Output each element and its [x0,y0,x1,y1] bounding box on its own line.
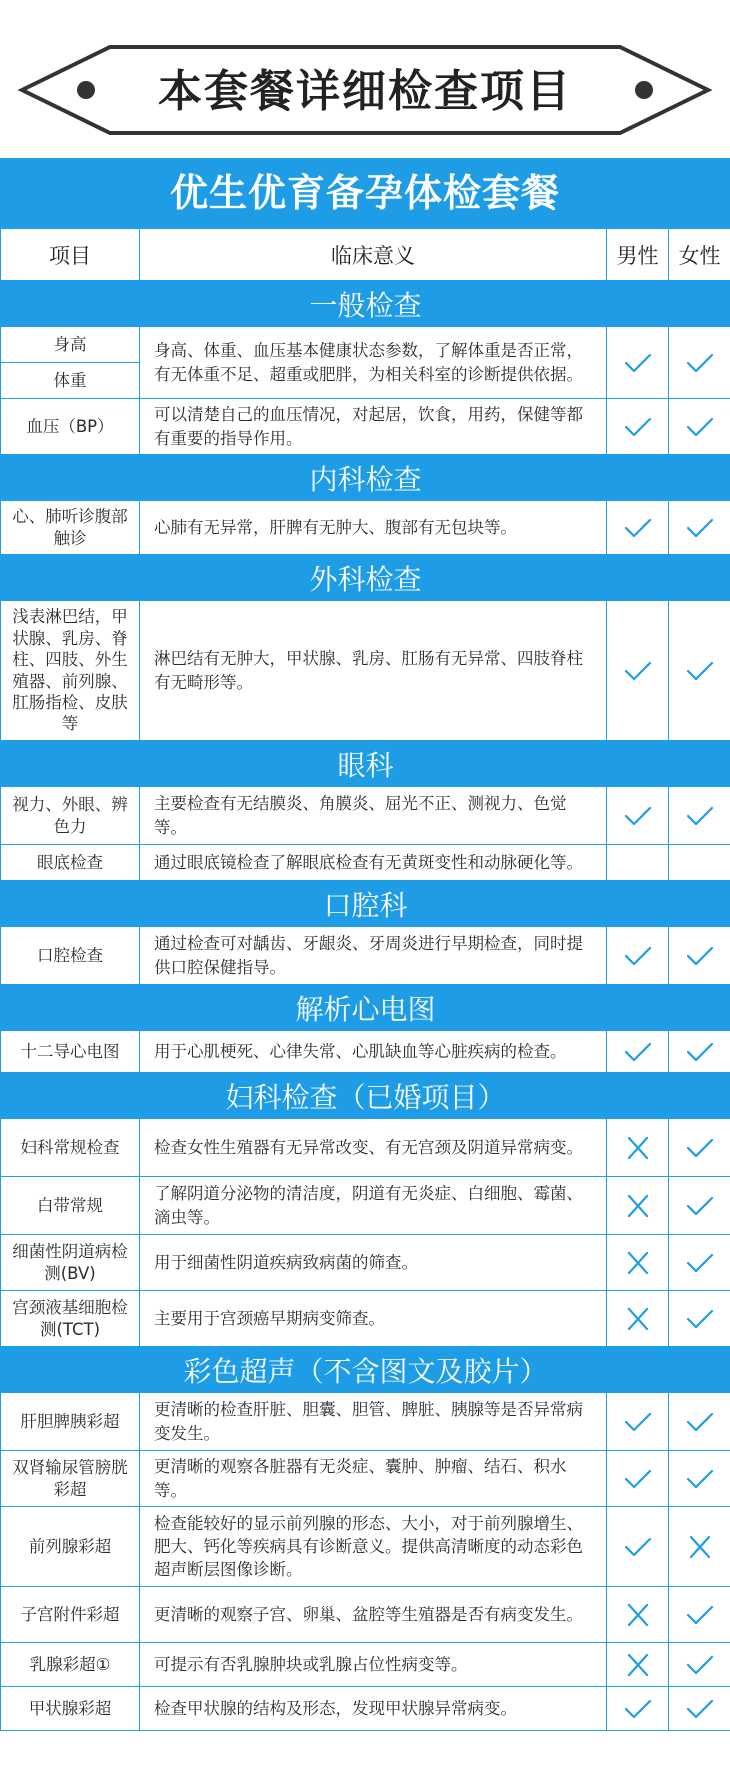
section-title: 口腔科 [1,881,730,927]
section-title: 外科检查 [1,555,730,601]
check-icon [685,1194,715,1218]
check-icon [623,1040,653,1064]
section-row [1,1347,730,1393]
table-row [1,1507,730,1587]
package-table [0,158,730,1731]
section-row [1,281,730,327]
section-title: 一般检查 [1,281,730,327]
female-applicability [669,1031,730,1073]
item-description: 更清晰的观察各脏器有无炎症、囊肿、肿瘤、结石、积水等。 [140,1451,607,1507]
cross-icon [623,1136,653,1160]
table-row [1,1291,730,1347]
female-applicability [669,501,730,555]
item-name: 体重 [1,363,140,399]
item-name: 甲状腺彩超 [1,1687,140,1731]
table-row [1,1235,730,1291]
check-icon [685,804,715,828]
female-applicability [669,601,730,741]
item-description: 通过检查可对龋齿、牙龈炎、牙周炎进行早期检查，同时提供口腔保健指导。 [140,927,607,985]
female-applicability [669,1177,730,1235]
section-title: 解析心电图 [1,985,730,1031]
female-applicability [669,1393,730,1451]
item-name: 视力、外眼、辨色力 [1,787,140,845]
male-applicability [607,1235,669,1291]
item-description: 了解阴道分泌物的清洁度，阴道有无炎症、白细胞、霉菌、滴虫等。 [140,1177,607,1235]
check-icon [623,1467,653,1491]
item-name: 双肾输尿管膀胱彩超 [1,1451,140,1507]
cross-icon [623,1251,653,1275]
item-description: 淋巴结有无肿大，甲状腺、乳房、肛肠有无异常、四肢脊柱有无畸形等。 [140,601,607,741]
item-name: 前列腺彩超 [1,1507,140,1587]
male-applicability [607,1031,669,1073]
header-female: 女性 [669,229,730,281]
table-row [1,845,730,881]
male-applicability [607,399,669,455]
item-name: 乳腺彩超① [1,1643,140,1687]
cross-icon [623,1603,653,1627]
check-icon [623,944,653,968]
check-icon [623,1535,653,1559]
table-row [1,1587,730,1643]
item-name: 细菌性阴道病检测(BV) [1,1235,140,1291]
item-description: 心肺有无异常，肝脾有无肿大、腹部有无包块等。 [140,501,607,555]
section-row [1,455,730,501]
item-description: 可提示有否乳腺肿块或乳腺占位性病变等。 [140,1643,607,1687]
item-name: 子宫附件彩超 [1,1587,140,1643]
check-icon [685,415,715,439]
item-name: 肝胆脾胰彩超 [1,1393,140,1451]
item-description: 更清晰的观察子宫、卵巢、盆腔等生殖器是否有病变发生。 [140,1587,607,1643]
male-applicability [607,327,669,399]
section-row [1,985,730,1031]
section-title: 眼科 [1,741,730,787]
male-applicability [607,1291,669,1347]
check-icon [685,1410,715,1434]
item-description: 检查甲状腺的结构及形态，发现甲状腺异常病变。 [140,1687,607,1731]
female-applicability [669,845,730,881]
header-male: 男性 [607,229,669,281]
item-name: 宫颈液基细胞检测(TCT) [1,1291,140,1347]
banner-title: 本套餐详细检查项目 [158,66,572,117]
item-description: 用于细菌性阴道疾病致病菌的筛查。 [140,1235,607,1291]
item-name: 心、肺听诊腹部触诊 [1,501,140,555]
item-description: 更清晰的检查肝脏、胆囊、胆管、脾脏、胰腺等是否异常病变发生。 [140,1393,607,1451]
female-applicability [669,1643,730,1687]
item-name: 眼底检查 [1,845,140,881]
item-name: 口腔检查 [1,927,140,985]
item-description: 用于心肌梗死、心律失常、心肌缺血等心脏疾病的检查。 [140,1031,607,1073]
table-row [1,399,730,455]
female-applicability [669,1119,730,1177]
male-applicability [607,1177,669,1235]
cross-icon [685,1535,715,1559]
female-applicability [669,1587,730,1643]
female-applicability [669,399,730,455]
item-description: 主要用于宫颈癌早期病变筛查。 [140,1291,607,1347]
check-icon [685,1653,715,1677]
female-applicability [669,1687,730,1731]
check-icon [623,415,653,439]
item-description: 检查能较好的显示前列腺的形态、大小，对于前列腺增生、肥大、钙化等疾病具有诊断意义。提供高清晰度的动态彩色超声断层图像诊断。 [140,1507,607,1587]
female-applicability [669,787,730,845]
male-applicability [607,1687,669,1731]
check-icon [685,1040,715,1064]
male-applicability [607,1587,669,1643]
section-row [1,1073,730,1119]
male-applicability [607,927,669,985]
table-row [1,501,730,555]
check-icon [623,1697,653,1721]
table-row [1,1177,730,1235]
item-name: 白带常规 [1,1177,140,1235]
item-description: 可以清楚自己的血压情况，对起居，饮食，用药，保健等都有重要的指导作用。 [140,399,607,455]
check-icon [623,659,653,683]
check-icon [685,1697,715,1721]
male-applicability [607,845,669,881]
check-icon [623,516,653,540]
item-description: 检查女性生殖器有无异常改变、有无宫颈及阴道异常病变。 [140,1119,607,1177]
item-name: 身高 [1,327,140,363]
header-meaning: 临床意义 [140,229,607,281]
check-icon [623,804,653,828]
table-row [1,1119,730,1177]
female-applicability [669,1291,730,1347]
check-icon [685,1467,715,1491]
male-applicability [607,1643,669,1687]
table-row [1,787,730,845]
table-row [1,601,730,741]
items-table [0,228,730,1731]
item-description: 主要检查有无结膜炎、角膜炎、屈光不正、测视力、色觉等。 [140,787,607,845]
section-title: 内科检查 [1,455,730,501]
check-icon [685,351,715,375]
table-row [1,1031,730,1073]
check-icon [685,944,715,968]
section-title: 彩色超声（不含图文及胶片） [1,1347,730,1393]
male-applicability [607,1119,669,1177]
male-applicability [607,1451,669,1507]
male-applicability [607,1393,669,1451]
item-description: 身高、体重、血压基本健康状态参数，了解体重是否正常，有无体重不足、超重或肥胖，为相关科室的诊断提供依据。 [140,327,607,399]
check-icon [685,1251,715,1275]
table-row [1,1687,730,1731]
section-row [1,881,730,927]
female-applicability [669,927,730,985]
table-row [1,1393,730,1451]
check-icon [623,1410,653,1434]
header-item: 项目 [1,229,140,281]
table-row [1,1451,730,1507]
male-applicability [607,787,669,845]
male-applicability [607,1507,669,1587]
table-row [1,327,730,363]
male-applicability [607,601,669,741]
section-row [1,741,730,787]
section-row [1,555,730,601]
check-icon [685,516,715,540]
banner [0,0,730,160]
section-title: 妇科检查（已婚项目） [1,1073,730,1119]
cross-icon [623,1307,653,1331]
check-icon [685,1603,715,1627]
check-icon [685,1307,715,1331]
table-row [1,927,730,985]
cross-icon [623,1194,653,1218]
item-name: 十二导心电图 [1,1031,140,1073]
cross-icon [623,1653,653,1677]
item-name: 血压（BP） [1,399,140,455]
female-applicability [669,327,730,399]
male-applicability [607,501,669,555]
female-applicability [669,1451,730,1507]
female-applicability [669,1507,730,1587]
female-applicability [669,1235,730,1291]
check-icon [685,659,715,683]
table-row [1,1643,730,1687]
header-row [1,229,730,281]
item-description: 通过眼底镜检查了解眼底检查有无黄斑变性和动脉硬化等。 [140,845,607,881]
item-name: 浅表淋巴结，甲状腺、乳房、脊柱、四肢、外生殖器、前列腺、肛肠指检、皮肤等 [1,601,140,741]
check-icon [685,1136,715,1160]
package-title: 优生优育备孕体检套餐 [0,158,730,228]
item-name: 妇科常规检查 [1,1119,140,1177]
check-icon [623,351,653,375]
